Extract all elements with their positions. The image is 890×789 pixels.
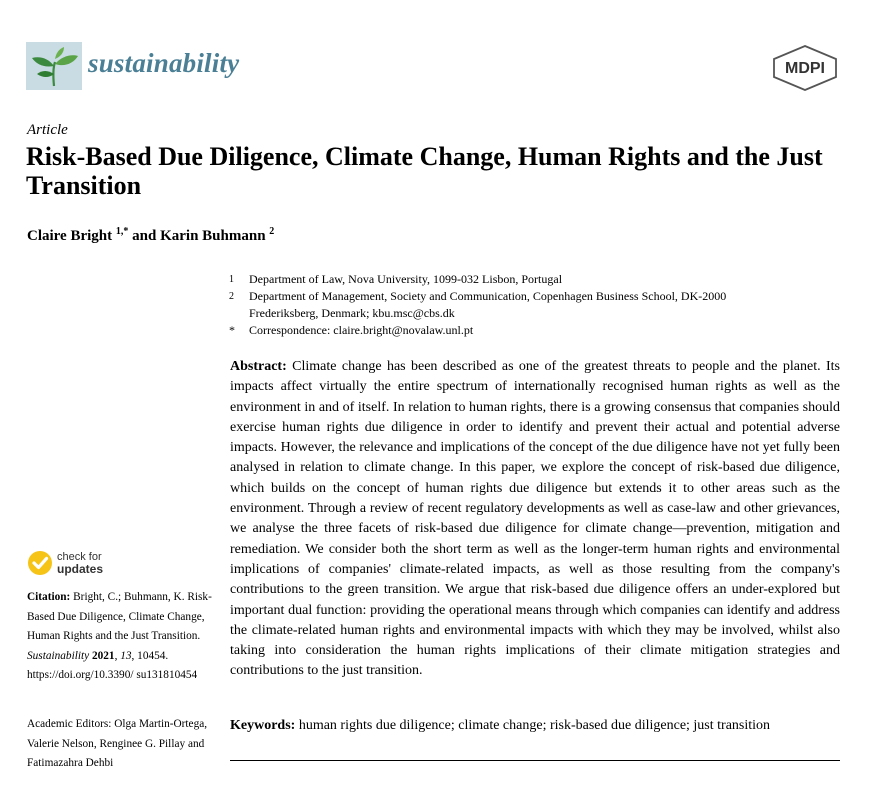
citation-journal: Sustainability xyxy=(27,649,90,662)
citation-doi[interactable]: 10454. https://doi.org/10.3390/ su131810454 xyxy=(27,649,198,682)
keywords xyxy=(230,718,840,734)
author-conjunction: and xyxy=(132,228,157,244)
check-line1: check for xyxy=(57,551,102,563)
citation-year: 2021 xyxy=(91,649,115,662)
leaf-icon xyxy=(26,42,82,90)
affiliation-mark: 2 xyxy=(229,291,234,302)
affiliation-item xyxy=(229,288,849,322)
keywords-text: human rights due diligence; climate change; risk-based due diligence; just transition xyxy=(298,718,771,733)
author-name[interactable]: Karin Buhmann xyxy=(160,228,266,244)
author-list xyxy=(27,226,274,245)
affiliations xyxy=(229,271,849,339)
publisher-name: MDPI xyxy=(785,60,825,77)
affiliation-item xyxy=(229,322,849,339)
check-for-updates-badge[interactable] xyxy=(27,550,103,576)
affiliation-text: Department of Management, Society and Communication, Copenhagen Business School, DK-2000 Frederiksberg, Denmark; kbu.msc@cbs.dk xyxy=(249,289,727,320)
correspondence-text[interactable]: Correspondence: claire.bright@novalaw.unl.pt xyxy=(249,323,474,337)
journal-name: sustainability xyxy=(88,48,240,78)
abstract-label: Abstract: xyxy=(230,359,287,374)
citation-label: Citation: xyxy=(27,591,71,603)
author-affiliation-marks: 2 xyxy=(269,226,275,237)
check-line2: updates xyxy=(57,562,104,576)
keywords-label: Keywords: xyxy=(230,718,296,733)
citation-volume: 13 xyxy=(120,649,132,662)
citation-text: Bright, C.; Buhmann, K. Risk-Based Due Diligence, Climate Change, Human Rights and the Just Transition. xyxy=(27,591,212,643)
article-title: Risk-Based Due Diligence, Climate Change, Human Rights and the Just Transition xyxy=(26,142,823,200)
citation: Citation: Bright, C.; Buhmann, K. Risk-Based Due Diligence, Climate Change, Human Rights and the Just Transition. Sustainability 2021, 13, 10454. https://doi.org/10.3390/ su131810454 xyxy=(27,591,212,682)
author-name[interactable]: Claire Bright xyxy=(27,228,113,244)
affiliation-text: Department of Law, Nova University, 1099-032 Lisbon, Portugal xyxy=(249,272,563,286)
affiliation-item xyxy=(229,271,849,288)
author-affiliation-marks: 1,* xyxy=(115,226,129,237)
affiliation-mark: 1 xyxy=(229,274,234,285)
mdpi-logo xyxy=(770,45,840,91)
check-icon xyxy=(27,550,53,576)
journal-logo xyxy=(26,42,82,90)
academic-editors: Academic Editors: Olga Martin-Ortega, Valerie Nelson, Renginee G. Pillay and Fatimazahra Dehbi xyxy=(27,718,208,770)
article-type: Article xyxy=(27,122,68,138)
divider xyxy=(230,760,840,761)
affiliation-mark: * xyxy=(229,323,235,337)
abstract xyxy=(230,357,840,682)
abstract-text: Climate change has been described as one of the greatest threats to people and the planet. Its impacts affect virtually the entire spectrum of internationally recognised human rights as well as the environment in and of itself. In relation to human rights, there is a growing consensus that companies should exercise human rights due diligence in order to identify and prevent their actual and potential adverse impacts. However, the relevance and implications of the concept of the due diligence have not yet fully been analysed in relation to climate change. In this paper, we explore the concept of risk-based due diligence, which builds on the concept of human rights due diligence but extends it to other areas such as the environment. Through a review of recent regulatory developments as well as case-law and other grievances, we analyse the three facets of risk-based due diligence for climate change—prevention, mitigation and remediation. We consider both the short term as well as the longer-term human rights and environmental implications of companies' climate-related impacts, as well as those resulting from the company's contributions to the green transition. We argue that risk-based due diligence offers an under-explored but important dual function: providing the operational means through which companies can identify and address the climate-related human rights and environmental impacts with which they may be involved, whilst also taking into consideration the human rights implications of their climate mitigation strategies and contributions to the just transition. xyxy=(230,359,841,679)
